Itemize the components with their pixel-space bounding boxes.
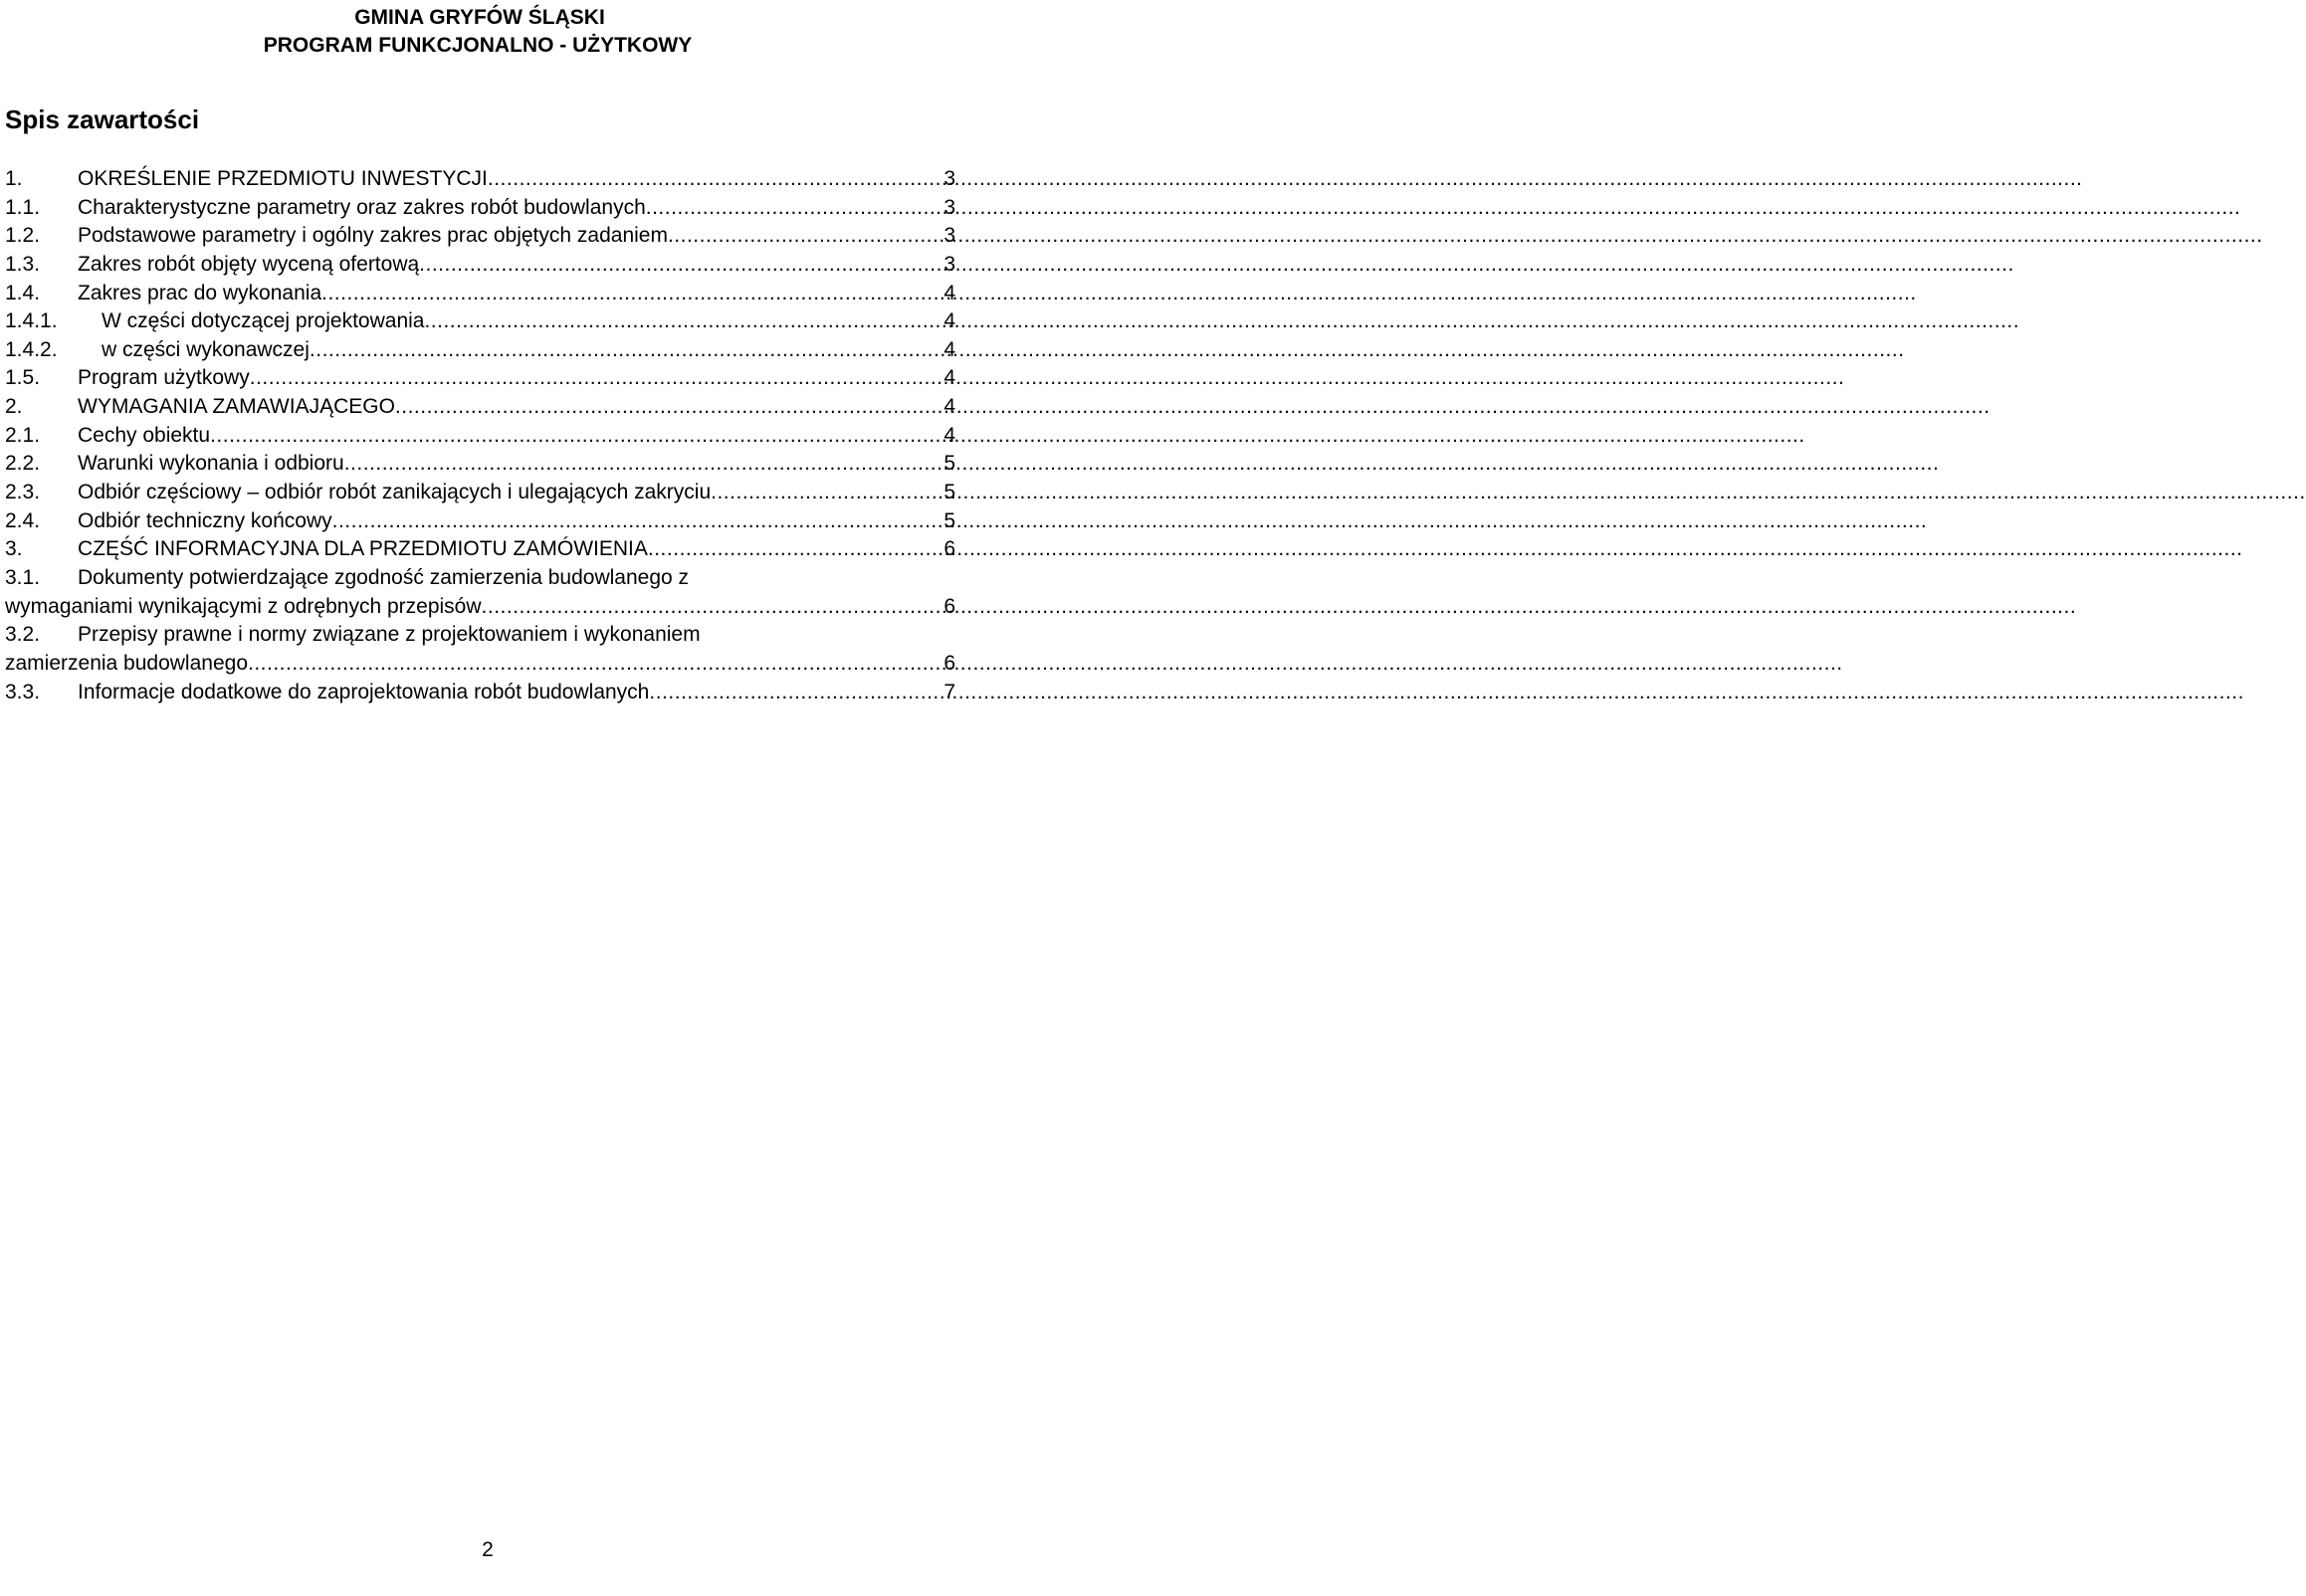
toc-dot-leader — [649, 679, 942, 707]
toc-entry-number: 3.3. — [5, 680, 41, 703]
toc-entry-number: 1.4. — [5, 281, 41, 304]
toc-dot-leader — [332, 507, 943, 536]
toc-entry-title: zamierzenia budowlanego — [5, 651, 248, 675]
toc-entry-title: Dokumenty potwierdzające zgodność zamierzenia budowlanego z — [78, 565, 690, 589]
toc-entry-page: 7 — [943, 680, 955, 703]
toc-entry[interactable] — [5, 307, 955, 336]
toc-entry-page: 6 — [943, 651, 955, 675]
toc-dot-leader — [646, 194, 943, 223]
toc-entry-page: 5 — [943, 508, 955, 532]
toc-entry[interactable] — [5, 621, 955, 650]
toc-entry-title: Warunki wykonania i odbioru — [78, 452, 344, 476]
toc-entry-page: 3 — [943, 252, 955, 276]
toc-entry[interactable] — [5, 422, 955, 451]
toc-entry-title: CZĘŚĆ INFORMACYJNA DLA PRZEDMIOTU ZAMÓWIENIA — [78, 537, 648, 561]
toc-entry-page: 4 — [943, 337, 955, 361]
toc-entry-title: Zakres prac do wykonania — [78, 281, 322, 304]
header-municipality: GMINA GRYFÓW ŚLĄSKI — [354, 6, 605, 29]
toc-entry-number: 1.2. — [5, 224, 41, 248]
toc-dot-leader — [648, 535, 942, 564]
toc-entry-number: 2.2. — [5, 452, 41, 476]
toc-entry[interactable] — [5, 650, 955, 679]
toc-entry-title: Podstawowe parametry i ogólny zakres prac objętych zadaniem — [78, 224, 668, 248]
toc-entry-title: wymaganiami wynikającymi z odrębnych przepisów — [5, 594, 482, 618]
toc-entry-page: 5 — [943, 481, 955, 504]
toc-entry-title: W części dotyczącej projektowania — [102, 309, 425, 333]
toc-entry[interactable] — [5, 564, 955, 593]
toc-dot-leader — [668, 222, 942, 251]
toc-dot-leader — [419, 251, 942, 280]
toc-entry-number: 3. — [5, 537, 23, 561]
toc-entry-page: 5 — [943, 452, 955, 476]
toc-entry[interactable] — [5, 194, 955, 223]
toc-entry[interactable] — [5, 251, 955, 280]
header-program-title: PROGRAM FUNKCJONALNO - UŻYTKOWY — [263, 34, 693, 57]
toc-entry-page: 6 — [943, 594, 955, 618]
toc-entry-number: 2. — [5, 395, 23, 419]
toc-entry[interactable] — [5, 535, 955, 564]
toc-entry-number: 1.5. — [5, 366, 41, 390]
toc-dot-leader — [482, 593, 943, 622]
toc-entry[interactable] — [5, 364, 955, 393]
toc-entry-page: 3 — [943, 195, 955, 219]
toc-entry-title: Odbiór częściowy – odbiór robót zanikających i ulegających zakryciu — [78, 481, 712, 504]
toc-entry-number: 1. — [5, 167, 23, 190]
toc-dot-leader — [248, 650, 942, 679]
toc-entry[interactable] — [5, 336, 955, 365]
document-header — [0, 4, 955, 60]
toc-entry-title: Charakterystyczne parametry oraz zakres robót budowlanych — [78, 195, 646, 219]
toc-entry-number: 1.4.2. — [5, 337, 58, 361]
toc-dot-leader — [711, 479, 942, 507]
toc-entry-number: 1.3. — [5, 252, 41, 276]
page-number: 2 — [482, 1538, 494, 1561]
toc-entry-number: 2.3. — [5, 481, 41, 504]
toc-dot-leader — [310, 336, 942, 365]
toc-entry[interactable] — [5, 479, 955, 507]
toc-entry-title: WYMAGANIA ZAMAWIAJĄCEGO — [78, 395, 395, 419]
toc-entry-title: w części wykonawczej — [102, 337, 310, 361]
toc-entry[interactable] — [5, 222, 955, 251]
toc-entry[interactable] — [5, 507, 955, 536]
toc-entry-page: 4 — [943, 366, 955, 390]
toc-entry-number: 3.2. — [5, 623, 41, 647]
toc-dot-leader — [488, 165, 942, 194]
toc-entry[interactable] — [5, 280, 955, 308]
toc-entry[interactable] — [5, 393, 955, 422]
table-of-contents — [5, 165, 955, 706]
toc-entry-page: 3 — [943, 224, 955, 248]
toc-entry-title: Program użytkowy — [78, 366, 250, 390]
toc-heading: Spis zawartości — [5, 104, 200, 134]
toc-entry-title: Zakres robót objęty wyceną ofertową — [78, 252, 420, 276]
toc-entry-page: 4 — [943, 281, 955, 304]
toc-entry[interactable] — [5, 450, 955, 479]
toc-dot-leader — [250, 364, 943, 393]
toc-entry-page: 4 — [943, 395, 955, 419]
toc-entry-title: OKREŚLENIE PRZEDMIOTU INWESTYCJI — [78, 167, 488, 190]
toc-entry[interactable] — [5, 679, 955, 707]
toc-entry-page: 4 — [943, 309, 955, 333]
toc-dot-leader — [321, 280, 942, 308]
toc-dot-leader — [210, 422, 942, 451]
toc-entry-page: 4 — [943, 423, 955, 447]
toc-entry-title: Cechy obiektu — [78, 423, 211, 447]
toc-entry-page: 3 — [943, 167, 955, 190]
toc-entry-number: 2.1. — [5, 423, 41, 447]
toc-dot-leader — [344, 450, 943, 479]
toc-dot-leader — [395, 393, 942, 422]
toc-entry-number: 3.1. — [5, 565, 41, 589]
toc-entry-title: Odbiór techniczny końcowy — [78, 508, 332, 532]
toc-entry[interactable] — [5, 165, 955, 194]
toc-entry-title: Informacje dodatkowe do zaprojektowania robót budowlanych — [78, 680, 650, 703]
toc-entry-title: Przepisy prawne i normy związane z projektowaniem i wykonaniem — [78, 623, 701, 647]
toc-entry-number: 1.4.1. — [5, 309, 58, 333]
toc-entry-page: 6 — [943, 537, 955, 561]
toc-dot-leader — [424, 307, 942, 336]
toc-entry[interactable] — [5, 593, 955, 622]
toc-entry-number: 2.4. — [5, 508, 41, 532]
toc-entry-number: 1.1. — [5, 195, 41, 219]
